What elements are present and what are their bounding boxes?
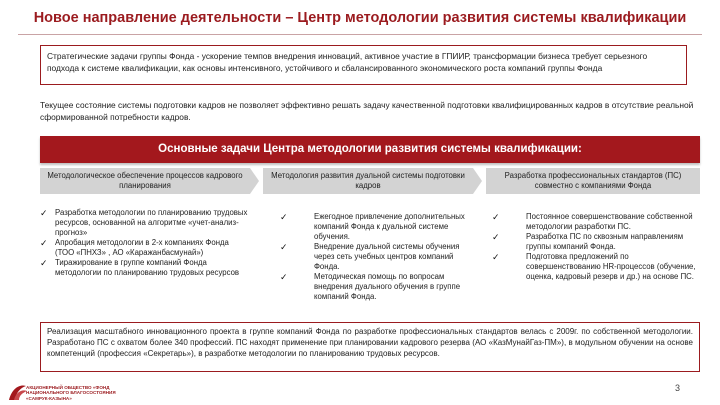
summary-box: Реализация масштабного инновационного проекта в группе компаний Фонда по разработке профессиональных стандартов велась с 2009г. по собственной методологии. Разработано ПС с охватом более 340 профессий. ПС находят применение при планировании кадрового резерва (АО «КазМунайГаз-ПМ»), в модульном обучении на основе компетенций (профессия «Секретарь»), в разработке методологии по планированию трудовых ресурсов.: [40, 322, 700, 372]
list-item: ✓ Тиражирование в группе компаний Фонда методологии по планированию трудовых ресурсов: [40, 258, 240, 277]
current-state-text: Текущее состояние системы подготовки кадров не позволяет эффективно решать задачу качественной подготовки квалифицированных кадров в отсутствие реальной сформированной потребности кадров.: [40, 100, 694, 122]
list-item: ✓ Методическая помощь по вопросам внедрения дуального обучения в группе компаний Фонда.: [280, 272, 461, 301]
list-item: ✓ Апробация методологии в 2-х компаниях Фонда (ТОО «ПНХЗ» , АО «Каражанбасмунай»): [40, 238, 229, 257]
tasks-banner: Основные задачи Центра методологии развития системы квалификации:: [40, 136, 700, 163]
dual-system-list: [280, 212, 470, 302]
list-item: ✓ Подготовка предложений по совершенствованию HR-процессов (обучение, оценка, кадровый резерв и др.) на основе ПС.: [492, 252, 696, 281]
check-icon: ✓: [40, 208, 48, 218]
check-icon: ✓: [40, 258, 48, 268]
methodology-list: [40, 208, 250, 278]
page-title: Новое направление деятельности – Центр методологии развития системы квалификации: [33, 10, 687, 26]
check-icon: ✓: [280, 242, 288, 252]
standards-list: [492, 212, 700, 282]
check-icon: ✓: [280, 272, 288, 282]
column-header-dual-system: Методология развития дуальной системы подготовки кадров: [263, 168, 473, 194]
list-item: ✓ Внедрение дуальной системы обучения через сеть учебных центров компаний Фонда.: [280, 242, 460, 271]
column-header-methodology: Методологическое обеспечение процессов кадрового планирования: [40, 168, 250, 194]
list-item: ✓ Разработка методологии по планированию трудовых ресурсов, основанной на алгоритме «учет-анализ-прогноз»: [40, 208, 248, 237]
page-number: 3: [674, 383, 680, 393]
check-icon: ✓: [492, 252, 500, 262]
title-divider: [18, 34, 702, 35]
check-icon: ✓: [280, 212, 288, 222]
list-item: ✓ Разработка ПС по сквозным направлениям группы компаний Фонда.: [492, 232, 684, 251]
list-item: ✓ Ежегодное привлечение дополнительных компаний Фонда к дуальной системе обучения.: [280, 212, 465, 241]
column-header-standards: Разработка профессиональных стандартов (ПС) совместно с компаниями Фонда: [486, 168, 700, 194]
check-icon: ✓: [40, 238, 48, 248]
check-icon: ✓: [492, 232, 500, 242]
logo-caption: АКЦИОНЕРНЫЙ ОБЩЕСТВО «ФОНД НАЦИОНАЛЬНОГО БЛАГОСОСТОЯНИЯ «САМРУК-КАЗЫНА»: [26, 385, 116, 401]
list-item: ✓ Постоянное совершенствование собственной методологии разработки ПС.: [492, 212, 693, 231]
strategy-box: Стратегические задачи группы Фонда - ускорение темпов внедрения инноваций, активное участие в ГПИИР, трансформации бизнеса требует серьезного подхода к системе квалификации, как основы интенсивного, устойчивого и сбалансированного экономического роста компаний группы Фонда: [40, 45, 687, 85]
check-icon: ✓: [492, 212, 500, 222]
